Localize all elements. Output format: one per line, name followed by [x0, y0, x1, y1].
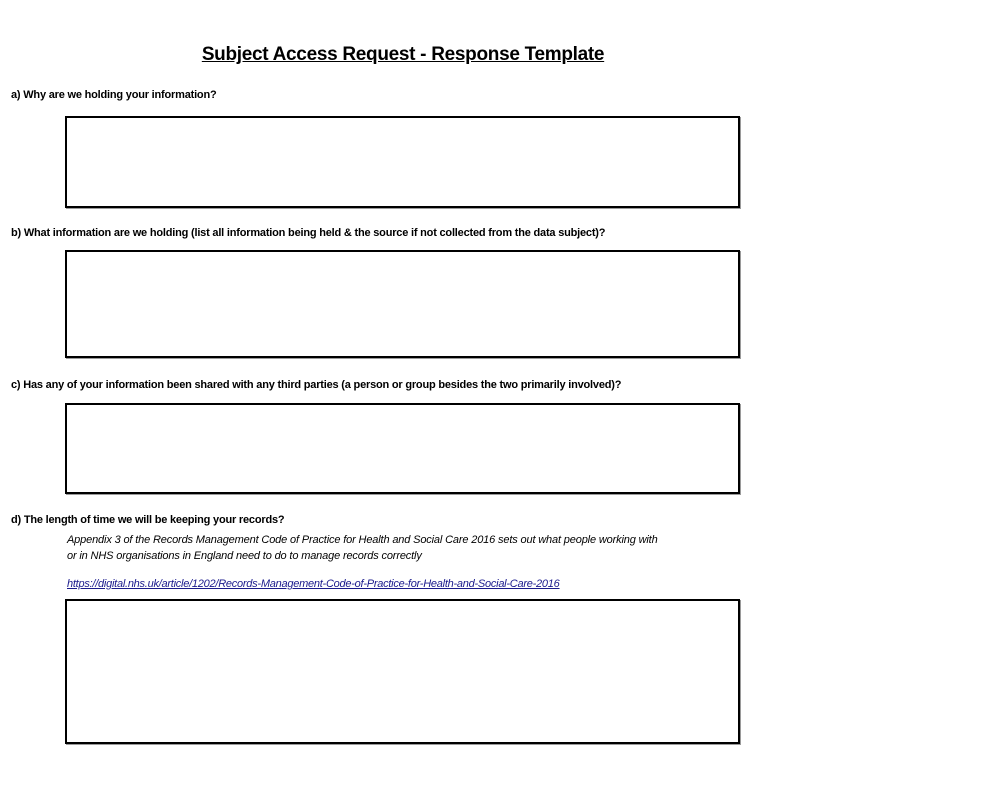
answer-a-box[interactable]: [65, 116, 740, 208]
question-d-label: d) The length of time we will be keeping your records?: [11, 514, 285, 526]
retention-note-line-1: Appendix 3 of the Records Management Code of Practice for Health and Social Care 2016 sets out what people working with: [67, 534, 658, 546]
question-b-label: b) What information are we holding (list all information being held & the source if not collected from the data subject)?: [11, 227, 606, 239]
answer-d-box[interactable]: [65, 599, 740, 744]
answer-b-box[interactable]: [65, 250, 740, 358]
page-title: Subject Access Request - Response Template: [201, 44, 605, 65]
retention-note: [67, 532, 737, 564]
question-a-label: a) Why are we holding your information?: [11, 89, 217, 101]
answer-c-box[interactable]: [65, 403, 740, 494]
retention-note-line-2: or in NHS organisations in England need to do to manage records correctly: [67, 550, 422, 562]
records-code-link[interactable]: https://digital.nhs.uk/article/1202/Records-Management-Code-of-Practice-for-Health-and-Social-Care-2016: [67, 578, 560, 590]
question-c-label: c) Has any of your information been shared with any third parties (a person or group besides the two primarily involved)?: [11, 379, 622, 391]
